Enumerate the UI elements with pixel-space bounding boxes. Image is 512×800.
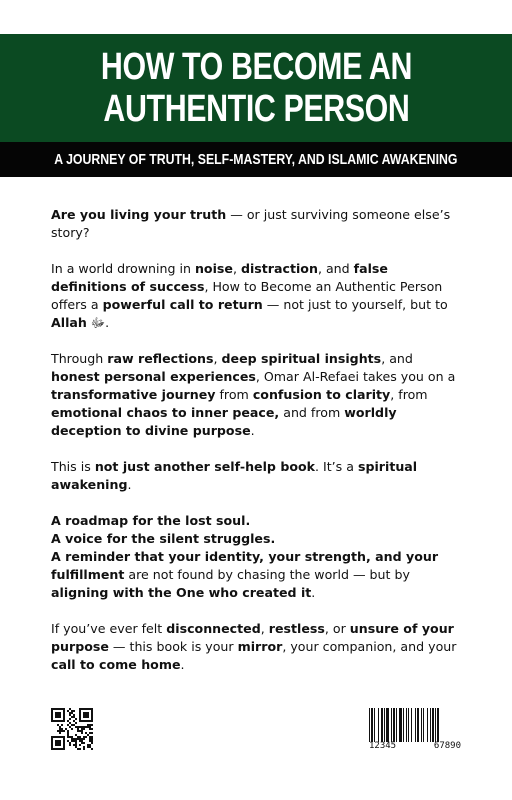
barcode-bar	[430, 708, 431, 742]
barcode-bar	[432, 708, 434, 742]
barcode-bar	[374, 708, 375, 742]
qr-module	[87, 746, 89, 748]
bold-text: raw reflections	[107, 351, 214, 366]
qr-module	[91, 732, 93, 734]
text: .	[250, 423, 255, 438]
barcode-bar	[427, 708, 428, 742]
qr-module	[75, 722, 77, 724]
bold-text: honest personal experiences	[51, 369, 256, 384]
qr-module	[83, 742, 85, 744]
bold-text: restless	[268, 621, 325, 636]
qr-module	[91, 742, 93, 744]
qr-module	[67, 710, 69, 712]
text: , How to Become an Authentic Person offers a	[51, 279, 443, 312]
qr-module	[71, 712, 73, 714]
qr-module	[83, 746, 85, 748]
qr-module	[85, 732, 87, 734]
title-line-2: AUTHENTIC PERSON	[102, 88, 410, 130]
qr-module	[87, 734, 89, 736]
text: , and	[381, 351, 413, 366]
paragraph-5	[51, 512, 463, 602]
bold-text: Allah	[51, 315, 87, 330]
qr-module	[67, 720, 69, 722]
barcode-bar	[391, 708, 392, 742]
barcode-bar	[435, 708, 436, 742]
qr-module	[59, 730, 61, 732]
qr-module	[71, 724, 73, 726]
qr-module	[73, 710, 75, 712]
qr-module	[59, 726, 61, 728]
paragraph-4	[51, 458, 463, 494]
text: and from	[279, 405, 345, 420]
qr-module	[81, 738, 83, 740]
qr-module	[83, 748, 85, 750]
barcode-bar	[415, 708, 416, 742]
qr-module	[63, 730, 65, 732]
qr-module	[77, 748, 79, 750]
qr-module	[69, 736, 71, 738]
bold-text: aligning with the One who created it	[51, 585, 312, 600]
qr-module	[79, 726, 81, 728]
barcode-bar	[423, 708, 424, 742]
barcode-bar	[371, 708, 373, 742]
qr-module	[69, 714, 71, 716]
qr-module	[75, 742, 77, 744]
qr-module	[59, 732, 61, 734]
qr-module	[57, 730, 59, 732]
qr-module	[71, 728, 73, 730]
bold-text: false definitions of success	[51, 261, 388, 294]
qr-module	[61, 724, 63, 726]
qr-module	[73, 738, 75, 740]
qr-module	[89, 746, 91, 748]
text: This is	[51, 459, 95, 474]
qr-module	[79, 748, 81, 750]
qr-code	[51, 708, 93, 750]
bold-text: Are you living your truth	[51, 207, 227, 222]
bold-text: A reminder that your identity, your strength, and your fulfillment	[51, 549, 439, 582]
qr-module	[81, 740, 83, 742]
text: , and	[317, 261, 354, 276]
qr-module	[91, 738, 93, 740]
text: . It’s a	[315, 459, 358, 474]
qr-module	[83, 738, 85, 740]
barcode-bars	[369, 708, 461, 742]
qr-module	[79, 738, 81, 740]
text: — not just to yourself, but to	[262, 297, 448, 312]
bold-text: deep spiritual insights	[221, 351, 382, 366]
qr-module	[61, 730, 63, 732]
qr-module	[67, 740, 69, 742]
text: In a world drowning in	[51, 261, 195, 276]
qr-module	[83, 712, 89, 718]
bold-text: spiritual awakening	[51, 459, 418, 492]
text: — or just surviving someone else’s story?	[51, 207, 451, 240]
barcode-bar	[399, 708, 402, 742]
barcode-bar	[403, 708, 404, 742]
paragraph-1	[51, 206, 463, 242]
qr-module	[69, 742, 71, 744]
bold-text: call to come home	[51, 657, 181, 672]
blurb	[51, 206, 463, 692]
barcode-bar	[384, 708, 385, 742]
qr-module	[87, 726, 89, 728]
qr-module	[91, 728, 93, 730]
qr-module	[75, 734, 77, 736]
barcode-bar	[378, 708, 379, 742]
qr-module	[73, 714, 75, 716]
text: ,	[213, 351, 222, 366]
qr-module	[87, 744, 89, 746]
text: Through	[51, 351, 108, 366]
paragraph-6	[51, 620, 463, 674]
barcode-bar	[381, 708, 383, 742]
qr-module	[91, 740, 93, 742]
qr-module	[67, 734, 69, 736]
qr-module	[81, 726, 83, 728]
qr-module	[61, 728, 63, 730]
barcode-bar	[369, 708, 370, 742]
qr-module	[85, 736, 87, 738]
qr-module	[83, 728, 85, 730]
qr-module	[55, 712, 61, 718]
qr-module	[73, 716, 75, 718]
qr-module	[71, 738, 73, 740]
qr-module	[89, 732, 91, 734]
barcode-bar	[396, 708, 397, 742]
bold-text: confusion to clarity	[252, 387, 391, 402]
title-line-1: HOW TO BECOME AN	[100, 46, 412, 88]
qr-module	[73, 740, 75, 742]
qr-module	[71, 716, 73, 718]
qr-module	[91, 748, 93, 750]
qr-module	[67, 736, 69, 738]
barcode-bar	[421, 708, 422, 742]
qr-module	[85, 726, 87, 728]
qr-module	[67, 730, 69, 732]
qr-module	[77, 730, 79, 732]
qr-module	[77, 736, 79, 738]
barcode-bar	[406, 708, 407, 742]
qr-module	[59, 728, 61, 730]
title-banner	[0, 34, 512, 142]
qr-module	[75, 744, 77, 746]
text: .	[311, 585, 316, 600]
text: are not found by chasing the world — but by	[124, 567, 410, 582]
qr-module	[71, 736, 73, 738]
text: , or	[324, 621, 350, 636]
barcode-bar	[417, 708, 419, 742]
bold-text: disconnected	[166, 621, 261, 636]
qr-module	[73, 744, 75, 746]
qr-module	[89, 728, 91, 730]
qr-module	[91, 736, 93, 738]
qr-module	[75, 738, 77, 740]
qr-module	[87, 724, 89, 726]
qr-module	[69, 708, 71, 710]
bold-text: transformative journey	[51, 387, 216, 402]
barcode-bar	[411, 708, 412, 742]
bold-text: unsure of your purpose	[51, 621, 454, 654]
qr-module	[77, 726, 79, 728]
text: , Omar Al-Refaei takes you on a	[255, 369, 456, 384]
qr-module	[89, 726, 91, 728]
barcode-digits	[369, 741, 461, 751]
qr-module	[73, 720, 75, 722]
text: .	[180, 657, 185, 672]
qr-module	[75, 746, 77, 748]
text: .	[127, 477, 132, 492]
qr-module	[77, 738, 79, 740]
barcode-digits-right: 67890	[433, 741, 461, 751]
barcode-bar	[386, 708, 389, 742]
book-title	[100, 46, 411, 130]
qr-module	[75, 740, 77, 742]
text: from	[215, 387, 253, 402]
qr-module	[89, 740, 91, 742]
bold-text: noise	[194, 261, 233, 276]
barcode-bar	[408, 708, 409, 742]
qr-module	[91, 724, 93, 726]
qr-module	[89, 736, 91, 738]
qr-module	[67, 732, 69, 734]
qr-module	[81, 730, 83, 732]
qr-module	[79, 736, 81, 738]
qr-module	[75, 726, 77, 728]
bold-text: distraction	[240, 261, 318, 276]
qr-module	[65, 728, 67, 730]
qr-module	[75, 718, 77, 720]
qr-module	[69, 722, 71, 724]
book-subtitle: A JOURNEY OF TRUTH, SELF-MASTERY, AND ISLAMIC AWAKENING	[54, 151, 458, 168]
qr-module	[83, 726, 85, 728]
qr-module	[81, 728, 83, 730]
bold-text: powerful call to return	[102, 297, 263, 312]
bold-text: not just another self-help book	[94, 459, 316, 474]
qr-module	[83, 736, 85, 738]
qr-module	[71, 740, 73, 742]
barcode	[369, 708, 461, 752]
text: ,	[232, 261, 241, 276]
qr-module	[89, 738, 91, 740]
qr-module	[89, 724, 91, 726]
qr-module	[79, 740, 81, 742]
qr-module	[81, 742, 83, 744]
qr-module	[57, 724, 59, 726]
barcode-bar	[437, 708, 439, 742]
bold-text: emotional chaos to inner peace,	[51, 405, 280, 420]
qr-module	[73, 724, 75, 726]
qr-module	[69, 744, 71, 746]
qr-module	[89, 744, 91, 746]
bold-text: worldly deception to divine purpose	[51, 405, 397, 438]
paragraph-2	[51, 260, 463, 332]
text: , your companion, and your	[282, 639, 457, 654]
bold-text: A voice for the silent struggles.	[51, 531, 276, 546]
qr-module	[67, 724, 69, 726]
qr-module	[69, 718, 71, 720]
qr-module	[69, 726, 71, 728]
top-margin	[0, 0, 512, 34]
text: ﷻ.	[86, 315, 110, 330]
qr-module	[79, 730, 81, 732]
text: , from	[390, 387, 428, 402]
bold-text: A roadmap for the lost soul.	[51, 513, 251, 528]
text: ,	[260, 621, 269, 636]
barcode-digits-left: 12345	[369, 741, 397, 751]
qr-module	[71, 710, 73, 712]
barcode-bar	[393, 708, 395, 742]
subtitle-banner	[0, 142, 512, 177]
qr-module	[55, 740, 61, 746]
text: If you’ve ever felt	[51, 621, 167, 636]
qr-module	[77, 728, 79, 730]
qr-module	[69, 712, 71, 714]
paragraph-3	[51, 350, 463, 440]
qr-module	[81, 732, 83, 734]
bold-text: mirror	[237, 639, 283, 654]
qr-module	[79, 744, 81, 746]
text: — this book is your	[108, 639, 238, 654]
